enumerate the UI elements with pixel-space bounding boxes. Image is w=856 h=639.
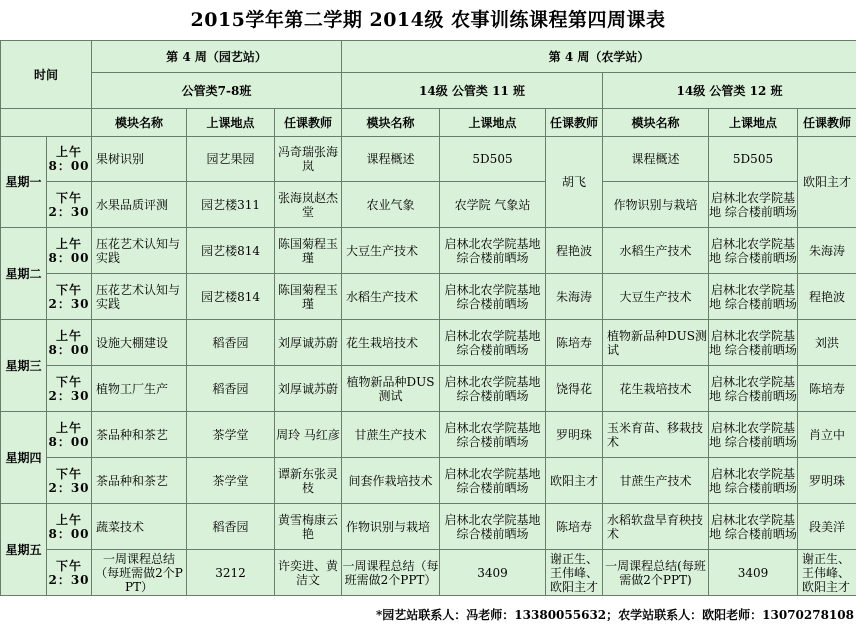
place-cell: 启林北农学院基地 综合楼前晒场 bbox=[709, 320, 798, 366]
col-place-b: 上课地点 bbox=[440, 109, 546, 137]
place-cell: 茶学堂 bbox=[187, 412, 275, 458]
col-module-c: 模块名称 bbox=[603, 109, 709, 137]
slot-pm bbox=[47, 366, 92, 412]
header-row-columns bbox=[1, 109, 856, 137]
module-cell: 花生栽培技术 bbox=[603, 366, 709, 412]
module-cell: 水稻生产技术 bbox=[342, 274, 440, 320]
place-cell: 园艺楼311 bbox=[187, 182, 275, 228]
module-cell: 茶品种和茶艺 bbox=[92, 412, 187, 458]
place-cell: 农学院 气象站 bbox=[440, 182, 546, 228]
place-cell: 启林北农学院基地 综合楼前晒场 bbox=[709, 458, 798, 504]
day-label: 星期三 bbox=[1, 320, 47, 412]
teacher-cell: 肖立中 bbox=[798, 412, 856, 458]
table-row bbox=[1, 550, 856, 596]
col-place-c: 上课地点 bbox=[709, 109, 798, 137]
module-cell: 课程概述 bbox=[342, 137, 440, 182]
module-cell: 课程概述 bbox=[603, 137, 709, 182]
slot-am bbox=[47, 320, 92, 366]
table-row bbox=[1, 366, 856, 412]
day-label: 星期二 bbox=[1, 228, 47, 320]
place-cell: 启林北农学院基地 综合楼前晒场 bbox=[440, 458, 546, 504]
place-cell: 3212 bbox=[187, 550, 275, 596]
module-cell: 农业气象 bbox=[342, 182, 440, 228]
slot-text: 下午 2：30 bbox=[48, 282, 90, 311]
teacher-cell: 朱海涛 bbox=[798, 228, 856, 274]
module-cell: 一周课程总结（每班需做2个PPT） bbox=[92, 550, 187, 596]
module-cell: 一周课程总结(每班需做2个PPT) bbox=[603, 550, 709, 596]
teacher-cell: 谢正生、王伟峰、欧阳主才 bbox=[798, 550, 856, 596]
place-cell: 园艺果园 bbox=[187, 137, 275, 182]
slot-text: 上午 8：00 bbox=[48, 420, 90, 449]
place-cell: 园艺楼814 bbox=[187, 228, 275, 274]
teacher-cell: 刘厚诚苏蔚 bbox=[275, 320, 342, 366]
class-header-a: 公管类7-8班 bbox=[92, 73, 342, 109]
module-cell: 植物新品种DUS测试 bbox=[342, 366, 440, 412]
teacher-cell: 刘厚诚苏蔚 bbox=[275, 366, 342, 412]
col-place-a: 上课地点 bbox=[187, 109, 275, 137]
teacher-cell: 饶得花 bbox=[546, 366, 603, 412]
table-row bbox=[1, 137, 856, 182]
table-row bbox=[1, 320, 856, 366]
module-cell: 压花艺术认知与实践 bbox=[92, 228, 187, 274]
header-row-classes bbox=[1, 73, 856, 109]
teacher-cell: 陈培寿 bbox=[798, 366, 856, 412]
slot-text: 上午 8：00 bbox=[48, 236, 90, 265]
place-cell: 启林北农学院基地 综合楼前晒场 bbox=[440, 228, 546, 274]
slot-text: 上午 8：00 bbox=[48, 145, 90, 173]
teacher-cell: 罗明珠 bbox=[798, 458, 856, 504]
teacher-cell: 程艳波 bbox=[546, 228, 603, 274]
place-cell: 启林北农学院基地 综合楼前晒场 bbox=[709, 412, 798, 458]
col-module-a: 模块名称 bbox=[92, 109, 187, 137]
teacher-cell: 周玲 马红彦 bbox=[275, 412, 342, 458]
module-cell: 水稻生产技术 bbox=[603, 228, 709, 274]
place-cell: 启林北农学院基地 综合楼前晒场 bbox=[709, 504, 798, 550]
week-header-yiyi: 第 4 周（园艺站） bbox=[92, 41, 342, 73]
teacher-cell: 黄雪梅康云艳 bbox=[275, 504, 342, 550]
place-cell: 启林北农学院基地 综合楼前晒场 bbox=[440, 412, 546, 458]
slot-pm bbox=[47, 550, 92, 596]
module-cell: 甘蔗生产技术 bbox=[342, 412, 440, 458]
table-row bbox=[1, 504, 856, 550]
col-teacher-a: 任课教师 bbox=[275, 109, 342, 137]
teacher-cell: 许奕进、黄洁文 bbox=[275, 550, 342, 596]
teacher-cell-merged: 欧阳主才 bbox=[798, 137, 856, 228]
class-header-c: 14级 公管类 12 班 bbox=[603, 73, 856, 109]
module-cell: 间套作栽培技术 bbox=[342, 458, 440, 504]
teacher-cell-merged: 胡飞 bbox=[546, 137, 603, 228]
place-cell: 启林北农学院基地 综合楼前晒场 bbox=[709, 182, 798, 228]
module-cell: 作物识别与栽培 bbox=[603, 182, 709, 228]
module-cell: 花生栽培技术 bbox=[342, 320, 440, 366]
teacher-cell: 陈国菊程玉瑾 bbox=[275, 228, 342, 274]
module-cell: 蔬菜技术 bbox=[92, 504, 187, 550]
col-module-b: 模块名称 bbox=[342, 109, 440, 137]
class-header-b: 14级 公管类 11 班 bbox=[342, 73, 603, 109]
place-cell: 启林北农学院基地 综合楼前晒场 bbox=[709, 366, 798, 412]
module-cell: 水果品质评测 bbox=[92, 182, 187, 228]
module-cell: 作物识别与栽培 bbox=[342, 504, 440, 550]
teacher-cell: 张海岚赵杰堂 bbox=[275, 182, 342, 228]
place-cell: 稻香园 bbox=[187, 366, 275, 412]
teacher-cell: 罗明珠 bbox=[546, 412, 603, 458]
teacher-cell: 陈培寿 bbox=[546, 504, 603, 550]
day-label: 星期一 bbox=[1, 137, 47, 228]
place-cell: 启林北农学院基地 综合楼前晒场 bbox=[709, 274, 798, 320]
teacher-cell: 欧阳主才 bbox=[546, 458, 603, 504]
module-cell: 设施大棚建设 bbox=[92, 320, 187, 366]
header-row-weeks bbox=[1, 41, 856, 73]
place-cell: 启林北农学院基地 综合楼前晒场 bbox=[440, 274, 546, 320]
teacher-cell: 朱海涛 bbox=[546, 274, 603, 320]
module-cell: 大豆生产技术 bbox=[342, 228, 440, 274]
module-cell: 果树识别 bbox=[92, 137, 187, 182]
place-cell: 茶学堂 bbox=[187, 458, 275, 504]
place-cell: 启林北农学院基地 综合楼前晒场 bbox=[440, 366, 546, 412]
teacher-cell: 冯奇瑞张海岚 bbox=[275, 137, 342, 182]
blank-cell bbox=[1, 109, 92, 137]
day-label: 星期五 bbox=[1, 504, 47, 596]
place-cell: 稻香园 bbox=[187, 320, 275, 366]
module-cell: 大豆生产技术 bbox=[603, 274, 709, 320]
slot-pm bbox=[47, 458, 92, 504]
teacher-cell: 谢正生、王伟峰、欧阳主才 bbox=[546, 550, 603, 596]
place-cell: 启林北农学院基地 综合楼前晒场 bbox=[440, 320, 546, 366]
place-cell: 3409 bbox=[440, 550, 546, 596]
teacher-cell: 谭新东张灵枝 bbox=[275, 458, 342, 504]
module-cell: 植物工厂生产 bbox=[92, 366, 187, 412]
table-row bbox=[1, 228, 856, 274]
table-row bbox=[1, 274, 856, 320]
slot-text: 下午 2：30 bbox=[48, 558, 90, 587]
schedule-table bbox=[0, 40, 856, 596]
table-row bbox=[1, 412, 856, 458]
teacher-cell: 程艳波 bbox=[798, 274, 856, 320]
col-teacher-c: 任课教师 bbox=[798, 109, 856, 137]
place-cell: 园艺楼814 bbox=[187, 274, 275, 320]
time-header: 时间 bbox=[1, 41, 92, 109]
teacher-cell: 陈国菊程玉瑾 bbox=[275, 274, 342, 320]
page-title: 2015学年第二学期 2014级 农事训练课程第四周课表 bbox=[0, 0, 856, 40]
module-cell: 一周课程总结（每班需做2个PPT） bbox=[342, 550, 440, 596]
week-header-nongxue: 第 4 周（农学站） bbox=[342, 41, 856, 73]
slot-pm bbox=[47, 182, 92, 228]
place-cell: 5D505 bbox=[440, 137, 546, 182]
teacher-cell: 刘洪 bbox=[798, 320, 856, 366]
slot-am bbox=[47, 504, 92, 550]
place-cell: 启林北农学院基地 综合楼前晒场 bbox=[440, 504, 546, 550]
teacher-cell: 陈培寿 bbox=[546, 320, 603, 366]
module-cell: 植物新品种DUS测试 bbox=[603, 320, 709, 366]
slot-text: 上午 8：00 bbox=[48, 512, 90, 541]
contact-footer: *园艺站联系人：冯老师：13380055632；农学站联系人：欧阳老师：13070278108 bbox=[0, 596, 856, 634]
module-cell: 茶品种和茶艺 bbox=[92, 458, 187, 504]
slot-pm bbox=[47, 274, 92, 320]
slot-am bbox=[47, 412, 92, 458]
table-row bbox=[1, 182, 856, 228]
slot-text: 下午 2：30 bbox=[48, 374, 90, 403]
module-cell: 甘蔗生产技术 bbox=[603, 458, 709, 504]
module-cell: 压花艺术认知与实践 bbox=[92, 274, 187, 320]
module-cell: 水稻软盘旱育秧技术 bbox=[603, 504, 709, 550]
slot-text: 上午 8：00 bbox=[48, 328, 90, 357]
slot-am bbox=[47, 137, 92, 182]
day-label: 星期四 bbox=[1, 412, 47, 504]
place-cell: 稻香园 bbox=[187, 504, 275, 550]
slot-am bbox=[47, 228, 92, 274]
module-cell: 玉米育苗、移栽技术 bbox=[603, 412, 709, 458]
slot-text: 下午 2：30 bbox=[48, 466, 90, 495]
col-teacher-b: 任课教师 bbox=[546, 109, 603, 137]
teacher-cell: 段美洋 bbox=[798, 504, 856, 550]
place-cell: 启林北农学院基地 综合楼前晒场 bbox=[709, 228, 798, 274]
place-cell: 3409 bbox=[709, 550, 798, 596]
place-cell: 5D505 bbox=[709, 137, 798, 182]
table-row bbox=[1, 458, 856, 504]
slot-text: 下午 2：30 bbox=[48, 190, 90, 219]
